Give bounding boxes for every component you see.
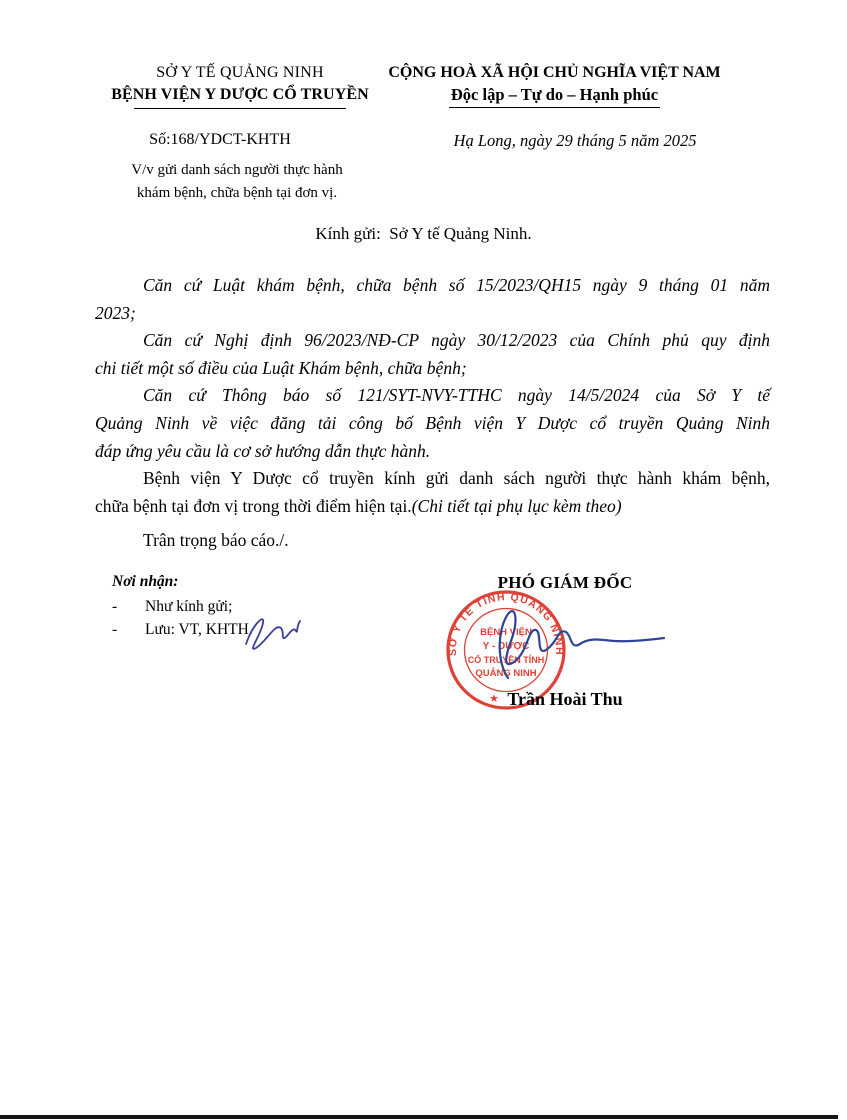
body-line: Quảng Ninh về việc đăng tải công bố Bệnh viện Y Dược cổ truyền Quảng Ninh [95, 412, 770, 433]
recipient-item-text: Lưu: VT, KHTH. [145, 620, 253, 638]
clerk-initials-signature [236, 604, 302, 662]
recipient-line: Kính gửi: Sở Y tế Quảng Ninh. [315, 224, 532, 243]
recipient-item [112, 596, 253, 619]
place-and-date: Hạ Long, ngày 29 tháng 5 năm 2025 [453, 131, 697, 150]
subject-line-2: khám bệnh, chữa bệnh tại đơn vị. [136, 185, 338, 201]
dash-bullet: - [112, 598, 118, 615]
appendix-note: (Chi tiết tại phụ lục kèm theo) [411, 495, 622, 516]
stamp-center-line-3: CỔ TRUYỀN TỈNH [467, 655, 545, 665]
subject-line-1: V/v gửi danh sách người thực hành [131, 162, 343, 178]
national-title: CỘNG HOÀ XÃ HỘI CHỦ NGHĨA VIỆT NAM [388, 64, 721, 81]
recipients-list [112, 596, 253, 641]
body-line: chi tiết một số điều của Luật Khám bệnh, chữa bệnh; [95, 357, 467, 378]
main-content-paragraph [95, 465, 770, 520]
org-parent-dept: SỞ Y TẾ QUẢNG NINH [156, 64, 324, 81]
body-text-normal: chữa bệnh tại đơn vị trong thời điểm hiện tại. [95, 495, 412, 516]
body-line: Căn cứ Luật khám bệnh, chữa bệnh số 15/2023/QH15 ngày 9 tháng 01 năm [143, 275, 770, 295]
letter-body [95, 272, 770, 555]
org-name: BỆNH VIỆN Y DƯỢC CỔ TRUYỀN [111, 86, 369, 103]
body-line: Căn cứ Thông báo số 121/SYT-NVY-TTHC ngày 14/5/2024 của Sở Y tế [143, 385, 770, 406]
recipient-item-text: Như kính gửi; [145, 598, 233, 615]
document-subject [92, 159, 382, 205]
stamp-center-line-4: QUẢNG NINH [475, 668, 537, 679]
national-header-block [372, 62, 737, 108]
body-line: Bệnh viện Y Dược cổ truyền kính gửi danh sách người thực hành khám bệnh, [143, 468, 770, 489]
legal-basis-paragraph-2 [95, 327, 770, 382]
org-underline [134, 108, 346, 109]
stamp-center-line-1: BỆNH VIỆN [480, 627, 532, 638]
closing-line: Trân trọng báo cáo./. [143, 530, 289, 551]
stamp-star-icon: ★ [489, 693, 499, 705]
signer-name: Trần Hoài Thu [507, 689, 623, 709]
signer-title: PHÓ GIÁM ĐỐC [497, 573, 633, 592]
body-line: 2023; [95, 302, 136, 323]
dash-bullet: - [112, 620, 118, 638]
recipients-label: Nơi nhận: [112, 573, 179, 590]
signer-signature [478, 600, 670, 688]
legal-basis-paragraph-1 [95, 272, 770, 327]
recipient-item [112, 619, 253, 642]
body-line [95, 493, 770, 521]
stamp-ring-text: SỞ Y TẾ TỈNH QUẢNG NINH [446, 591, 566, 657]
body-line: đáp ứng yêu cầu là cơ sở hướng dẫn thực hành. [95, 440, 431, 461]
body-line: Căn cứ Nghị định 96/2023/NĐ-CP ngày 30/12/2023 của Chính phủ quy định [143, 330, 770, 351]
stamp-center-line-2: Y - DƯỢC [482, 641, 530, 652]
document-number: Số:168/YDCT-KHTH [149, 131, 291, 148]
legal-basis-paragraph-3 [95, 382, 770, 465]
issuing-org-block [95, 62, 385, 109]
page-bottom-edge [0, 1115, 838, 1119]
national-motto: Độc lập – Tự do – Hạnh phúc [449, 84, 660, 108]
